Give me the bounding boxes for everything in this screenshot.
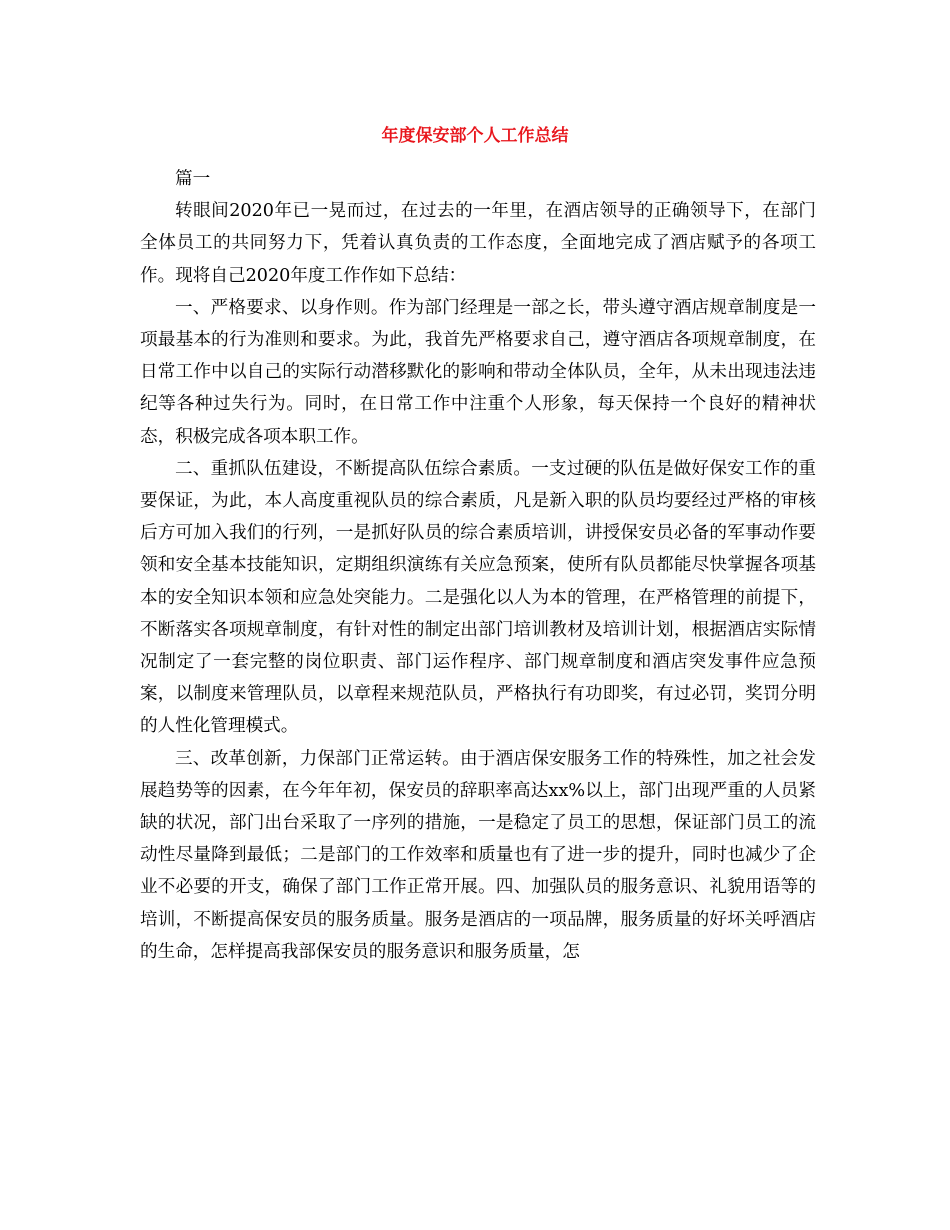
paragraph-point-three: 三、改革创新，力保部门正常运转。由于酒店保安服务工作的特殊性，加之社会发展趋势等的因素，在今年年初，保安员的辞职率高达xx%以上，部门出现严重的人员紧缺的状况，部门出台采取了一序列的措施，一是稳定了员工的思想，保证部门员工的流动性尽量降到最低；二是部门的工作效率和质量也有了进一步的提升，同时也减少了企业不必要的开支，确保了部门工作正常开展。四、加强队员的服务意识、礼貌用语等的培训，不断提高保安员的服务质量。服务是酒店的一项品牌，服务质量的好坏关呼酒店的生命，怎样提高我部保安员的服务意识和服务质量，怎 xyxy=(140,748,816,962)
document-body xyxy=(140,163,816,968)
paragraph-point-two: 二、重抓队伍建设，不断提高队伍综合素质。一支过硬的队伍是做好保安工作的重要保证，为此，本人高度重视队员的综合素质，凡是新入职的队员均要经过严格的审核后方可加入我们的行列，一是抓好队员的综合素质培训，讲授保安员必备的军事动作要领和安全基本技能知识，定期组织演练有关应急预案，使所有队员都能尽快掌握各项基本的安全知识本领和应急处突能力。二是强化以人为本的管理，在严格管理的前提下，不断落实各项规章制度，有针对性的制定出部门培训教材及培训计划，根据酒店实际情况制定了一套完整的岗位职责、部门运作程序、部门规章制度和酒店突发事件应急预案，以制度来管理队员，以章程来规范队员，严格执行有功即奖，有过必罚，奖罚分明的人性化管理模式。 xyxy=(140,458,816,737)
paragraph-point-one: 一、严格要求、以身作则。作为部门经理是一部之长，带头遵守酒店规章制度是一项最基本的行为准则和要求。为此，我首先严格要求自己，遵守酒店各项规章制度，在日常工作中以自己的实际行动潜移默化的影响和带动全体队员，全年，从未出现违法违纪等各种过失行为。同时，在日常工作中注重个人形象，每天保持一个良好的精神状态，积极完成各项本职工作。 xyxy=(140,297,816,447)
section-label: 篇一 xyxy=(175,169,211,189)
paragraph-intro: 转眼间2020年已一晃而过，在过去的一年里，在酒店领导的正确领导下，在部门全体员工的共同努力下，凭着认真负责的工作态度，全面地完成了酒店赋予的各项工作。现将自己2020年度工作作如下总结： xyxy=(140,201,816,286)
document-title: 年度保安部个人工作总结 xyxy=(381,126,569,146)
